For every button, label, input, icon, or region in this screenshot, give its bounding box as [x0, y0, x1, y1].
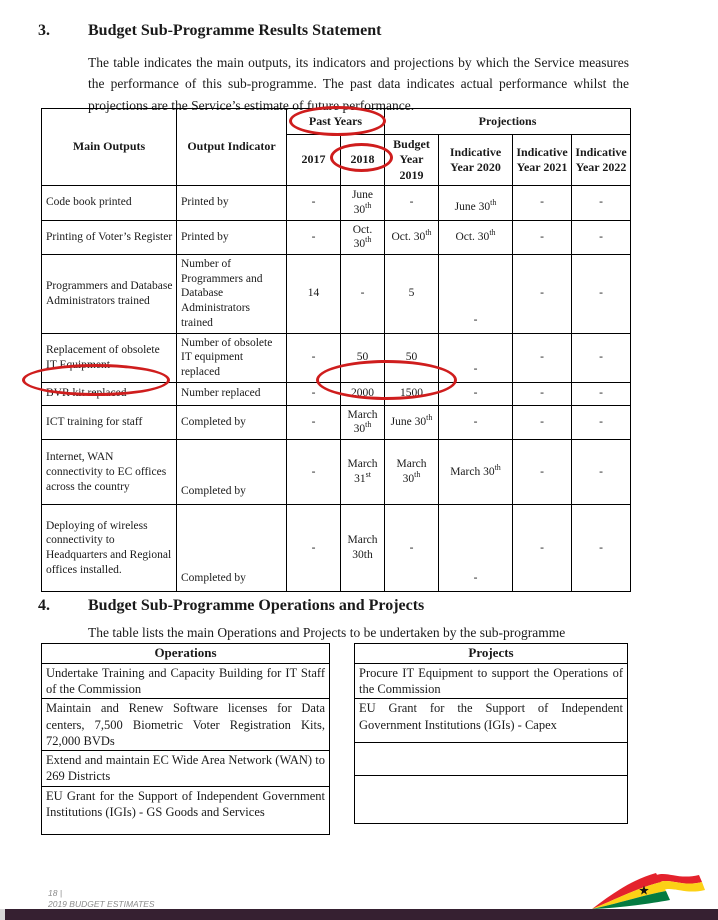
value-cell: - — [572, 220, 631, 254]
footer-text — [48, 888, 155, 909]
section3-number: 3. — [38, 22, 50, 39]
value-cell: - — [513, 254, 572, 333]
section3-title: Budget Sub-Programme Results Statement — [88, 22, 382, 39]
value-cell: - — [513, 186, 572, 220]
value-cell: - — [513, 440, 572, 505]
col-header-2017: 2017 — [287, 135, 341, 186]
output-indicator-cell: Completed by — [177, 505, 287, 592]
project-cell: Procure IT Equipment to support the Operations of the Commission — [355, 663, 628, 699]
value-cell: - — [385, 505, 439, 592]
value-cell: March 30th — [341, 405, 385, 439]
value-cell: - — [287, 382, 341, 405]
value-cell: - — [572, 405, 631, 439]
value-cell: - — [287, 333, 341, 382]
section4-number: 4. — [38, 597, 50, 614]
main-output-cell: BVR kit replaced — [42, 382, 177, 405]
operation-cell: Undertake Training and Capacity Building for IT Staff of the Commission — [42, 663, 330, 699]
list-row — [42, 786, 330, 834]
main-output-cell: Internet, WAN connectivity to EC offices across the country — [42, 440, 177, 505]
value-cell: 50 — [385, 333, 439, 382]
value-cell: - — [513, 220, 572, 254]
value-cell: - — [513, 505, 572, 592]
value-cell: - — [513, 382, 572, 405]
value-cell: Oct. 30th — [439, 220, 513, 254]
col-header-past-years: Past Years — [287, 109, 385, 135]
value-cell: - — [513, 405, 572, 439]
value-cell: - — [287, 186, 341, 220]
value-cell: - — [287, 440, 341, 505]
results-row — [42, 254, 631, 333]
results-row — [42, 220, 631, 254]
col-header-indicative-2020: Indicative Year 2020 — [439, 135, 513, 186]
value-cell: - — [439, 405, 513, 439]
results-row — [42, 440, 631, 505]
value-cell: 5 — [385, 254, 439, 333]
value-cell: June 30th — [439, 186, 513, 220]
col-header-output-indicator: Output Indicator — [177, 109, 287, 186]
footer-bar-notch — [0, 909, 5, 920]
project-cell — [355, 743, 628, 776]
section3-heading — [38, 22, 381, 40]
list-row — [355, 743, 628, 776]
value-cell: 50 — [341, 333, 385, 382]
col-header-2018: 2018 — [341, 135, 385, 186]
results-row — [42, 333, 631, 382]
results-row — [42, 382, 631, 405]
operations-table — [41, 643, 330, 835]
operation-cell: Maintain and Renew Software licenses for Data centers, 7,500 Biometric Voter Registration Kits, 72,000 BVDs — [42, 699, 330, 751]
col-header-projections: Projections — [385, 109, 631, 135]
list-row — [355, 699, 628, 743]
value-cell: - — [572, 382, 631, 405]
operations-header: Operations — [42, 644, 330, 664]
value-cell: 2000 — [341, 382, 385, 405]
main-output-cell: Replacement of obsolete IT Equipment — [42, 333, 177, 382]
col-header-indicative-2022: Indicative Year 2022 — [572, 135, 631, 186]
operation-cell: Extend and maintain EC Wide Area Network (WAN) to 269 Districts — [42, 751, 330, 787]
value-cell: - — [439, 505, 513, 592]
section4-heading — [38, 597, 424, 615]
value-cell: - — [439, 382, 513, 405]
footer-bar — [0, 909, 718, 920]
main-output-cell: Deploying of wireless connectivity to Headquarters and Regional offices installed. — [42, 505, 177, 592]
output-indicator-cell: Number replaced — [177, 382, 287, 405]
value-cell: 14 — [287, 254, 341, 333]
value-cell: March 31st — [341, 440, 385, 505]
output-indicator-cell: Completed by — [177, 440, 287, 505]
main-output-cell: ICT training for staff — [42, 405, 177, 439]
results-row — [42, 405, 631, 439]
footer-doc-title: 2019 BUDGET ESTIMATES — [48, 898, 155, 909]
main-output-cell: Code book printed — [42, 186, 177, 220]
col-header-budget-2019: Budget Year 2019 — [385, 135, 439, 186]
value-cell: - — [385, 186, 439, 220]
results-row — [42, 505, 631, 592]
list-row — [42, 663, 330, 699]
results-row — [42, 186, 631, 220]
value-cell: - — [572, 333, 631, 382]
section3-paragraph: The table indicates the main outputs, its indicators and projections by which the Service measures the performance of this sub-programme. The past data indicates actual performance whilst the projections are the Service’s estimate of future performance. — [88, 55, 629, 113]
value-cell: - — [572, 186, 631, 220]
list-row — [355, 776, 628, 824]
output-indicator-cell: Printed by — [177, 186, 287, 220]
projects-table — [354, 643, 628, 824]
value-cell: 1500 — [385, 382, 439, 405]
value-cell: - — [439, 333, 513, 382]
project-cell — [355, 776, 628, 824]
section4-title: Budget Sub-Programme Operations and Projects — [88, 597, 425, 614]
value-cell: March 30th — [385, 440, 439, 505]
output-indicator-cell: Number of Programmers and Database Administrators trained — [177, 254, 287, 333]
results-table — [41, 108, 631, 592]
value-cell: Oct. 30th — [341, 220, 385, 254]
list-row — [42, 751, 330, 787]
ghana-flag-icon — [586, 866, 712, 912]
value-cell: - — [572, 505, 631, 592]
value-cell: - — [287, 505, 341, 592]
value-cell: - — [287, 405, 341, 439]
operation-cell: EU Grant for the Support of Independent Government Institutions (IGIs) - GS Goods and Services — [42, 786, 330, 834]
col-header-main-outputs: Main Outputs — [42, 109, 177, 186]
value-cell: - — [572, 254, 631, 333]
main-output-cell: Programmers and Database Administrators trained — [42, 254, 177, 333]
list-row — [355, 663, 628, 699]
value-cell: - — [439, 254, 513, 333]
value-cell: June 30th — [341, 186, 385, 220]
value-cell: June 30th — [385, 405, 439, 439]
value-cell: March 30th — [341, 505, 385, 592]
list-row — [42, 699, 330, 751]
project-cell: EU Grant for the Support of Independent Government Institutions (IGIs) - Capex — [355, 699, 628, 743]
value-cell: - — [341, 254, 385, 333]
main-output-cell: Printing of Voter’s Register — [42, 220, 177, 254]
footer-page-number: 18 | — [48, 888, 63, 898]
value-cell: March 30th — [439, 440, 513, 505]
value-cell: - — [513, 333, 572, 382]
value-cell: Oct. 30th — [385, 220, 439, 254]
value-cell: - — [572, 440, 631, 505]
output-indicator-cell: Printed by — [177, 220, 287, 254]
projects-header: Projects — [355, 644, 628, 664]
value-cell: - — [287, 220, 341, 254]
output-indicator-cell: Number of obsolete IT equipment replaced — [177, 333, 287, 382]
section4-intro: The table lists the main Operations and Projects to be undertaken by the sub-programme — [88, 625, 566, 640]
col-header-indicative-2021: Indicative Year 2021 — [513, 135, 572, 186]
output-indicator-cell: Completed by — [177, 405, 287, 439]
